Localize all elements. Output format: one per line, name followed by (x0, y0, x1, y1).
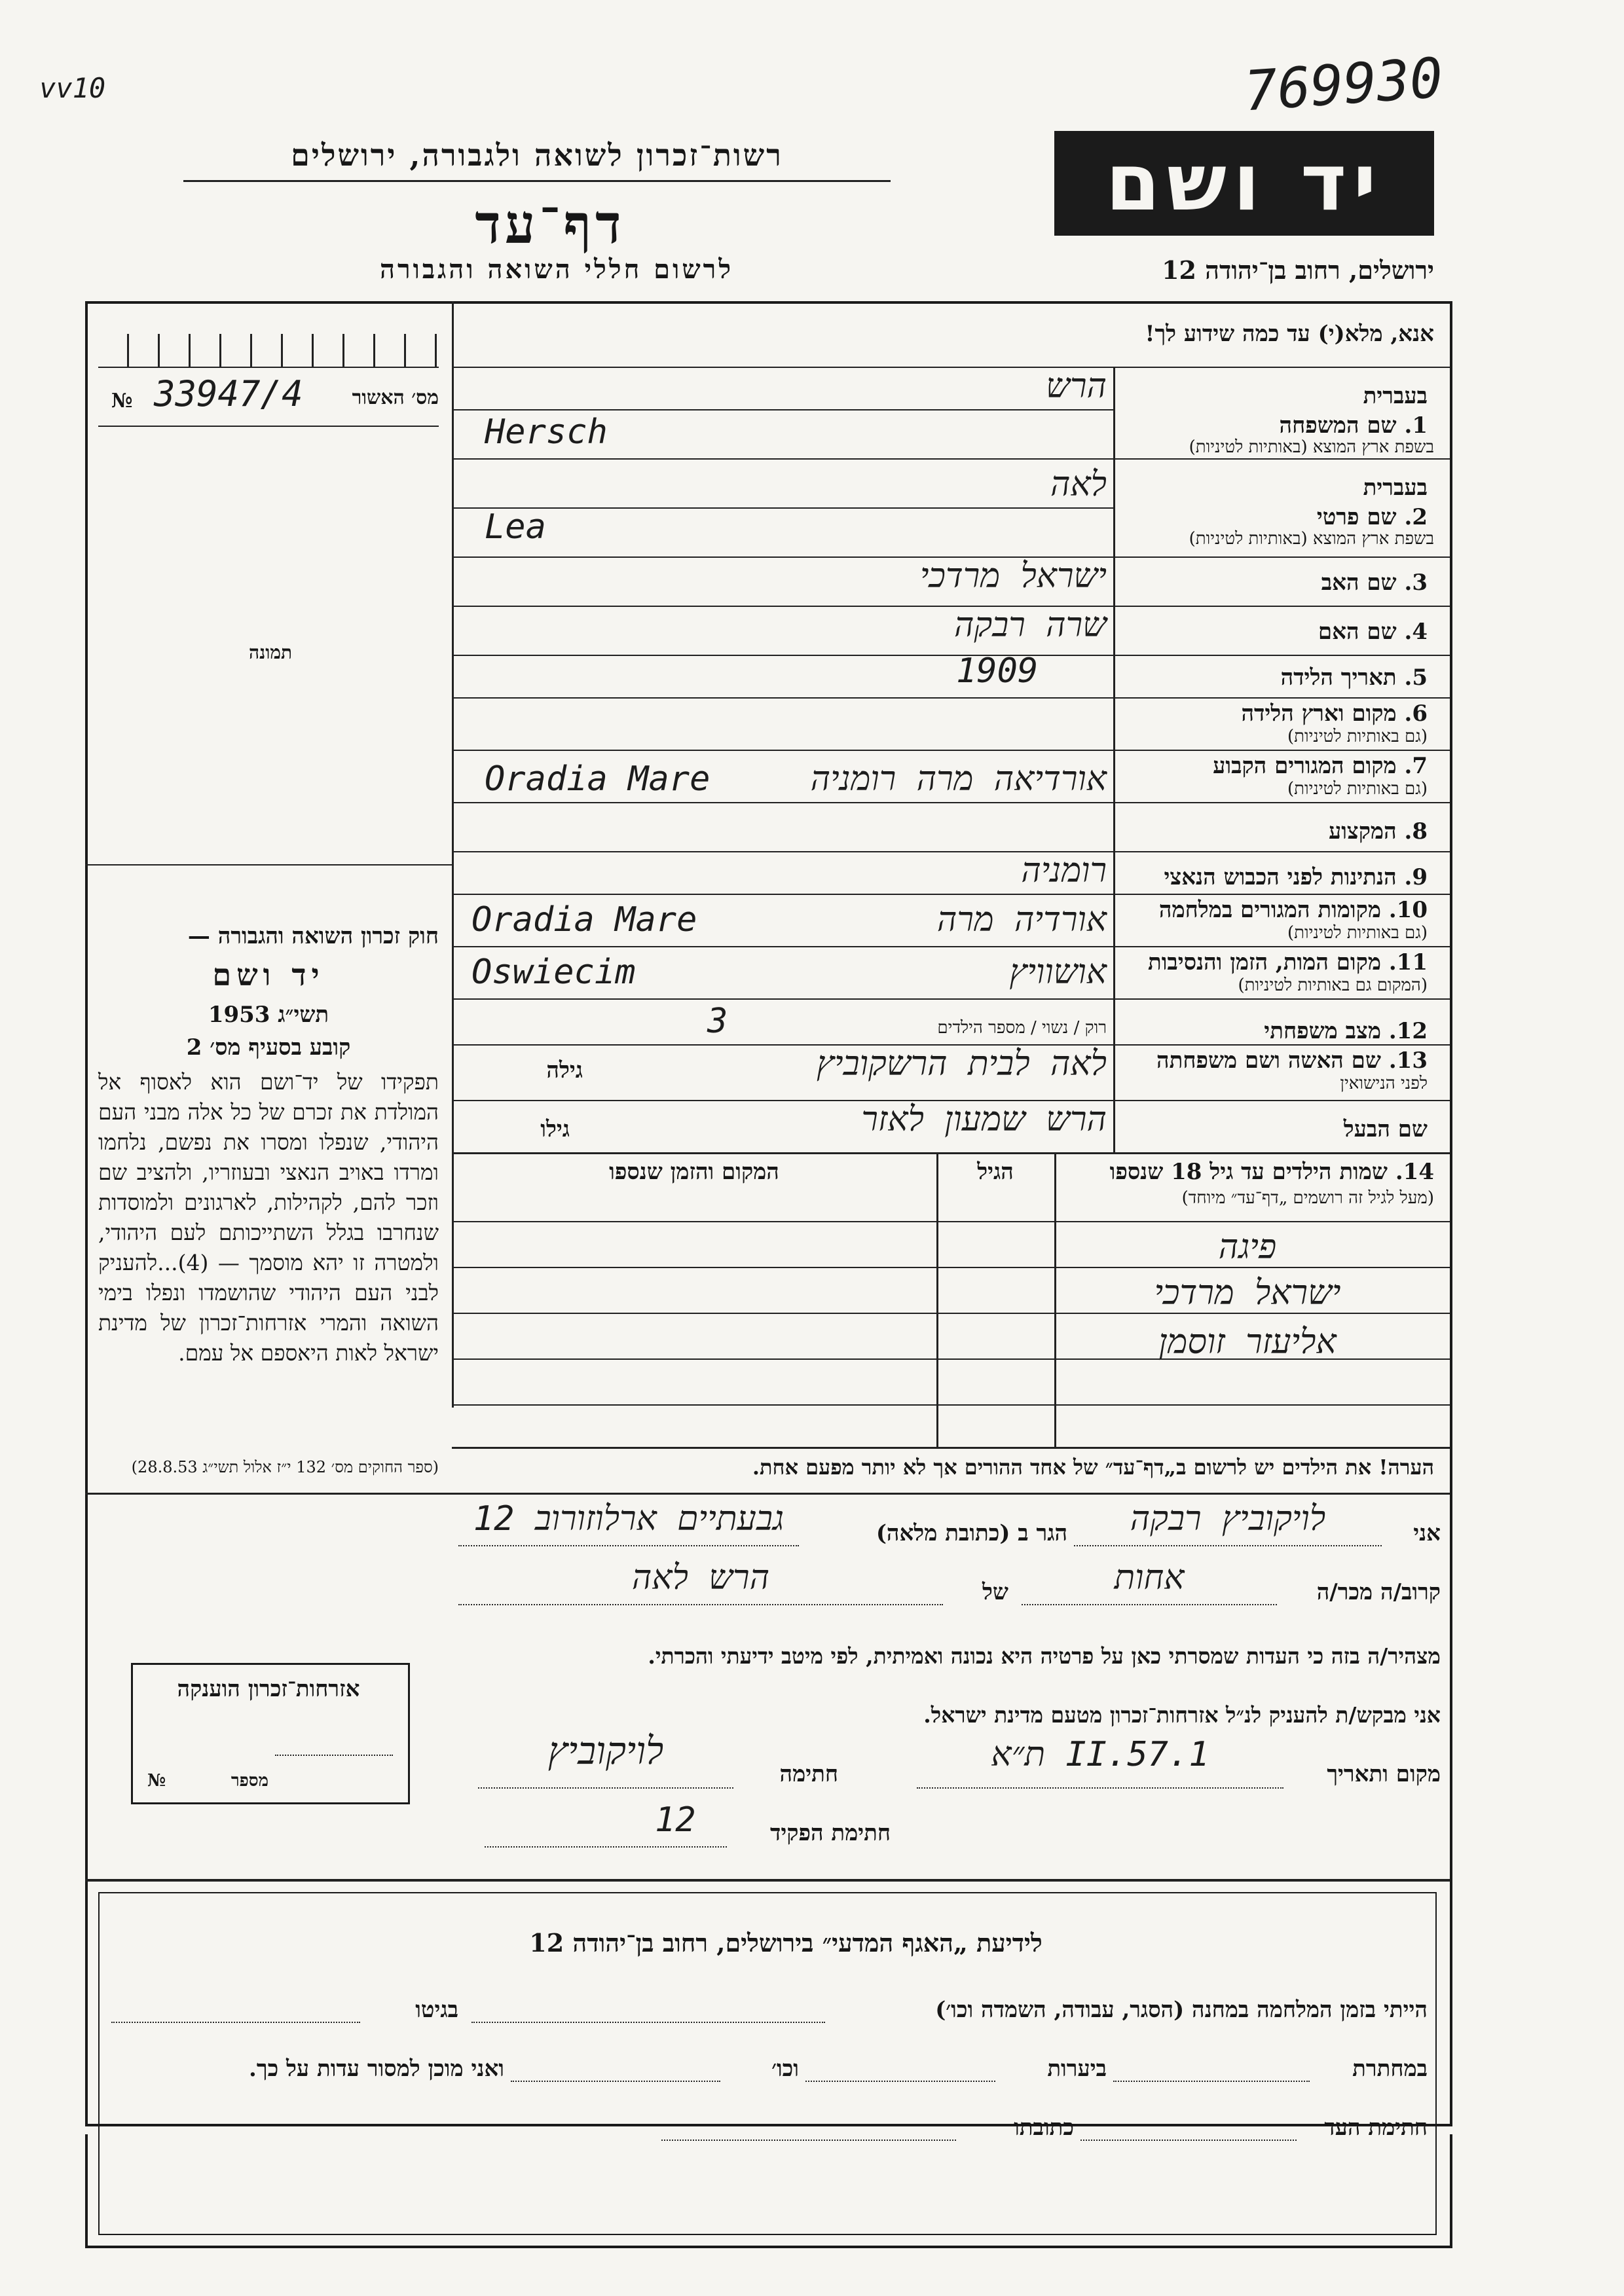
row-rule (452, 998, 1450, 1000)
field-11-sub: (המקום גם באותיות לטיניות) (1238, 975, 1428, 995)
field-12-children-count[interactable]: 3 (707, 1002, 728, 1041)
underline (275, 1755, 393, 1756)
section-divider (85, 1879, 1450, 1882)
field-3-value[interactable]: ישראל מרדכי (919, 556, 1107, 596)
field-10-latin-value[interactable]: Oradia Mare (471, 900, 697, 939)
field-8-label: 8. המקצוע (1328, 818, 1428, 845)
field-2-sub-latin: בשפת ארץ המוצא (באותיות לטיניות) (1189, 529, 1434, 549)
clerk-signature-value[interactable]: 12 (655, 1800, 696, 1840)
place-date-label: מקום ותאריך (1327, 1761, 1441, 1787)
row-rule (452, 1152, 1450, 1154)
witness-signature-line[interactable] (1080, 2140, 1297, 2141)
bottom-ghetto-label: בגיטו (415, 1997, 458, 2023)
husband-age-label: גילו (540, 1116, 570, 1142)
field-10-label: 10. מקומות המגורים במלחמה (1158, 897, 1428, 923)
children-subheader: (מעל לגיל זה רושמים „דף־עד״ מיוחד) (1181, 1188, 1434, 1208)
row-rule (452, 507, 1113, 509)
underline (511, 2081, 720, 2082)
row-rule (452, 1447, 1450, 1449)
field-2-sub-hebrew: בעברית (1363, 475, 1428, 501)
row-rule (452, 458, 1450, 460)
registry-underline (98, 426, 439, 427)
field-11-hebrew-value[interactable]: אושוויץ (1009, 953, 1107, 992)
children-header: 14. שמות הילדים עד גיל 18 שנספו (1109, 1159, 1434, 1185)
child-name-1[interactable]: פיגה (1218, 1228, 1277, 1267)
field-13-sub: לפני הנישואין (1340, 1074, 1428, 1093)
field-5-label: 5. תאריך הלידה (1280, 665, 1428, 691)
photo-area-bottom (85, 864, 452, 866)
field-9-value[interactable]: רומניה (1021, 851, 1107, 890)
declaration-residing-label: הגר ב (כתובת מלאה) (876, 1520, 1067, 1546)
field-7-latin-value[interactable]: Oradia Mare (485, 759, 710, 799)
declaration-relation[interactable]: אחות (1114, 1558, 1185, 1597)
bottom-underground-label: במחתרת (1352, 2056, 1428, 2082)
row-rule (452, 1221, 1450, 1222)
row-rule (452, 894, 1450, 895)
organization-name: רשות־זכרון לשואה ולגבורה, ירושלים (291, 137, 783, 173)
field-3-label: 3. שם האב (1321, 570, 1428, 596)
underline (1022, 1604, 1277, 1605)
declaration-statement: מצהיר/ה בזה כי העדות שמסרתי כאן על פרטיה היא נכונה ואמיתית, לפי מיטב ידיעתי והכרתי. (648, 1643, 1441, 1669)
underline (478, 1787, 733, 1789)
field-6-sub: (גם באותיות לטיניות) (1287, 727, 1428, 746)
registry-number: 33947/4 (154, 373, 303, 414)
field-1-hebrew-value[interactable]: הרש (1046, 367, 1107, 406)
bottom-forests-label: ביערות (1047, 2056, 1107, 2082)
law-institution-name: יד ושם (212, 957, 325, 993)
law-year: תשי״ג 1953 (208, 1002, 329, 1028)
row-rule (452, 1313, 1450, 1314)
row-rule (452, 697, 1450, 699)
field-1-latin-value[interactable]: Hersch (485, 412, 608, 452)
witness-address-line[interactable] (661, 2140, 956, 2141)
field-2-latin-value[interactable]: Lea (485, 507, 546, 547)
field-7-label: 7. מקום המגורים הקבוע (1213, 753, 1428, 779)
field-7-hebrew-value[interactable]: אורדיאה מרה רומניה (810, 759, 1107, 799)
left-column-divider (452, 301, 454, 1408)
bottom-etc-label: וכו׳ (771, 2056, 799, 2082)
field-2-label: 2. שם פרטי (1316, 504, 1428, 530)
child-name-2[interactable]: ישראל מרדכי (1154, 1273, 1341, 1313)
field-9-label: 9. הנתינות לפני הכבוש הנאצי (1164, 864, 1428, 890)
page-subtitle: לרשום חללי השואה והגבורה (379, 254, 734, 285)
citizenship-number-label: מספר (231, 1771, 268, 1791)
header-address: ירושלים, רחוב בן־יהודה 12 (1162, 255, 1434, 285)
declaration-ani: אני (1413, 1520, 1441, 1546)
declaration-of-name[interactable]: הרש לאה (631, 1558, 770, 1597)
signature-label: חתימה (779, 1761, 838, 1787)
clerk-signature-label: חתימת הפקיד (769, 1820, 891, 1846)
field-1-label: 1. שם המשפחה (1279, 412, 1428, 439)
registry-tick-boxes (98, 334, 439, 368)
row-rule (452, 946, 1450, 947)
row-rule (452, 750, 1450, 751)
underline (805, 2081, 995, 2082)
husband-name-value[interactable]: הרש שמעון לאזר (861, 1100, 1107, 1139)
field-7-sub: (גם באותיות לטיניות) (1287, 779, 1428, 799)
husband-label: שם הבעל (1343, 1116, 1428, 1142)
bottom-title: לידיעת „האגף המדעי״ בירושלים, רחוב בן־יהודה 12 (529, 1928, 1043, 1958)
bottom-address-label: כתובתו (1014, 2115, 1074, 2141)
row-rule (85, 1493, 1450, 1495)
field-2-hebrew-value[interactable]: לאה (1050, 465, 1107, 504)
field-5-value[interactable]: 1909 (956, 651, 1039, 691)
law-heading: חוק זכרון השואה והגבורה — (187, 923, 439, 949)
underline (1074, 1545, 1382, 1546)
bottom-witness-label: חתימת העד (1324, 2115, 1428, 2141)
law-text: תפקידו של יד־ושם הוא לאסוף אל המולדת את זכרם של כל אלה מבני העם היהודי, שנפלו ומסרו את נפשם, נלחמו ומרדו באויב הנאצי ובעוזריו, ולהציב שם וזכר להם, לקהילות, לארגונים ולמוסדות שנחרבו בגלל השתייכותם לעם היהודי, ולמטרה זו יהא מוסמך — (4)...להעניק לבני העם היהודי שהושמדו ונפלו בימי השואה והמרי אזרחות־זכרון של מדינת ישראל לאות היאספם אל עמם. (98, 1069, 439, 1366)
underline (485, 1846, 727, 1848)
place-date-value[interactable]: 1.II.57 ת״א (991, 1735, 1209, 1774)
label-column-divider (1113, 367, 1115, 1152)
header-rule (183, 180, 891, 182)
photo-label: תמונה (249, 642, 293, 663)
underline (111, 2022, 360, 2023)
field-1-sub-hebrew: בעברית (1363, 383, 1428, 409)
children-note: הערה! את הילדים יש לרשום ב„דף־עד״ של אחד ההורים אך לא יותר מפעם אחת. (752, 1455, 1434, 1480)
field-13-label: 13. שם האשה ושם משפחתה (1156, 1048, 1428, 1074)
field-11-latin-value[interactable]: Oswiecim (471, 953, 636, 992)
field-12-label: 12. מצב משפחתי (1264, 1018, 1428, 1044)
field-12-options: רוק / נשוי / מספר הילדים (937, 1018, 1107, 1038)
field-13-value[interactable]: לאה לבית הרשקוביץ (816, 1044, 1107, 1084)
field-10-hebrew-value[interactable]: אורדיה מרה (936, 900, 1107, 939)
handwritten-corner-mark: vv10 (39, 72, 106, 104)
signature-value[interactable]: לויקוביץ (547, 1728, 664, 1773)
citizenship-title: אזרחות־זכרון הוענקה (177, 1676, 360, 1702)
registry-no-mark: № (111, 390, 133, 412)
field-6-label: 6. מקום וארץ הלידה (1241, 701, 1428, 727)
underline (458, 1545, 799, 1546)
field-10-sub: (גם באותיות לטיניות) (1287, 923, 1428, 943)
declaration-relative-label: קרוב/ה מכר/ה (1316, 1579, 1441, 1605)
declarant-address[interactable]: גבעתיים ארלוזורוב 12 (473, 1499, 784, 1539)
row-rule (452, 1267, 1450, 1268)
declarant-name[interactable]: לויקוביץ רבקה (1130, 1499, 1326, 1539)
field-11-label: 11. מקום המות, הזמן והנסיבות (1147, 949, 1428, 975)
row-rule (452, 409, 1113, 410)
handwritten-record-number: 769930 (1242, 45, 1445, 124)
children-age-header: הגיל (977, 1159, 1014, 1185)
field-4-value[interactable]: שרה רבקה (953, 606, 1107, 645)
bottom-camp-label: הייתי בזמן המלחמה במחנה (הסגר, עבודה, השמדה וכו׳) (935, 1997, 1428, 2023)
declaration-of-label: של (982, 1579, 1008, 1605)
yad-vashem-logo: יד ושם (1054, 131, 1434, 236)
intro-text: אנא, מלא(י) עד כמה שידוע לך! (1145, 321, 1434, 347)
field-1-sub-latin: בשפת ארץ המוצא (באותיות לטיניות) (1189, 437, 1434, 457)
citizenship-no-mark: № (147, 1771, 166, 1791)
children-age-col-right (1054, 1152, 1056, 1447)
declaration-request: אני מבקש/ת להעניק לנ״ל אזרחות־זכרון מטעם מדינת ישראל. (923, 1702, 1441, 1728)
underline (917, 1787, 1283, 1789)
page-title: דף־עד (475, 193, 625, 256)
field-4-label: 4. שם האם (1318, 619, 1428, 645)
law-clause: קובע בסעיף מס׳ 2 (186, 1034, 351, 1061)
bottom-ready-text: ואני מוכן למסור עדות על כך. (249, 2056, 504, 2082)
row-rule (452, 802, 1450, 803)
field-13-age-label: גילה (546, 1057, 583, 1084)
children-place-header: המקום והזמן שנספו (609, 1159, 779, 1185)
children-age-col-left (936, 1152, 938, 1447)
row-rule (452, 655, 1450, 656)
child-name-3[interactable]: אליעזר זוסמן (1158, 1322, 1337, 1362)
row-rule (452, 1404, 1450, 1406)
underline (1113, 2081, 1310, 2082)
underline (458, 1604, 943, 1605)
underline (471, 2022, 825, 2023)
law-source: (ספר החוקים מס׳ 132 י״ז אלול תשי״ג 28.8.53) (131, 1458, 439, 1476)
registry-label: מס׳ האשור (352, 386, 439, 409)
